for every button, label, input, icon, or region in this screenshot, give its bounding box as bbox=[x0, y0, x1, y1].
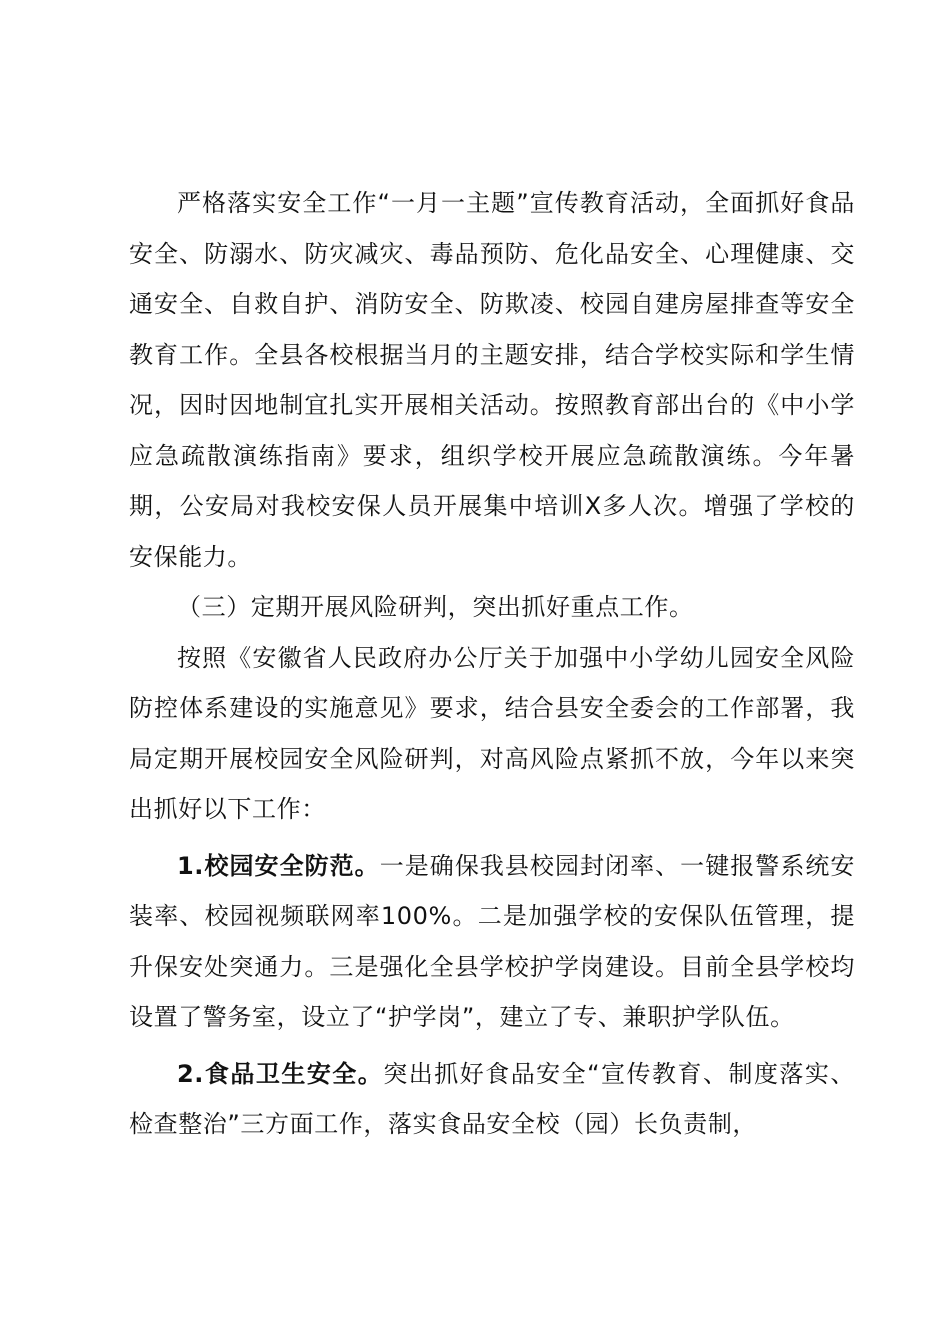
paragraph-campus-security bbox=[129, 841, 855, 1043]
paragraph-text: 严格落实安全工作“一月一主题”宣传教育活动，全面抓好食品安全、防溺水、防灾减灾、毒品预防、危化品安全、心理健康、交通安全、自救自护、消防安全、防欺凌、校园自建房屋排查等安全教育工作。全县各校根据当月的主题安排，结合学校实际和学生情况，因时因地制宜扎实开展相关活动。按照教育部出台的《中小学应急疏散演练指南》要求，组织学校开展应急疏散演练。今年暑期，公安局对我校安保人员开展集中培训X多人次。增强了学校的安保能力。 bbox=[129, 189, 855, 571]
paragraph-text: 突出抓好食品安全“宣传教育、制度落实、检查整治”三方面工作，落实食品安全校（园）长负责制， bbox=[129, 1059, 855, 1138]
document-body bbox=[129, 178, 855, 1150]
paragraph-text: 一是确保我县校园封闭率、一键报警系统安装率、校园视频联网率100%。二是加强学校的安保队伍管理，提升保安处突通力。三是强化全县学校护学岗建设。目前全县学校均设置了警务室，设立了“护学岗”，建立了专、兼职护学队伍。 bbox=[129, 851, 855, 1031]
paragraph-food-safety bbox=[129, 1049, 855, 1150]
paragraph-risk-assessment bbox=[129, 633, 855, 835]
paragraph-lead-title: 2.食品卫生安全。 bbox=[177, 1059, 384, 1088]
section-heading-risk-assessment bbox=[129, 582, 855, 633]
heading-text: （三）定期开展风险研判，突出抓好重点工作。 bbox=[177, 593, 694, 621]
paragraph-safety-education bbox=[129, 178, 855, 582]
paragraph-text: 按照《安徽省人民政府办公厅关于加强中小学幼儿园安全风险防控体系建设的实施意见》要求，结合县安全委会的工作部署，我局定期开展校园安全风险研判，对高风险点紧抓不放，今年以来突出抓好以下工作： bbox=[129, 643, 855, 823]
paragraph-lead-title: 1.校园安全防范。 bbox=[177, 851, 380, 880]
